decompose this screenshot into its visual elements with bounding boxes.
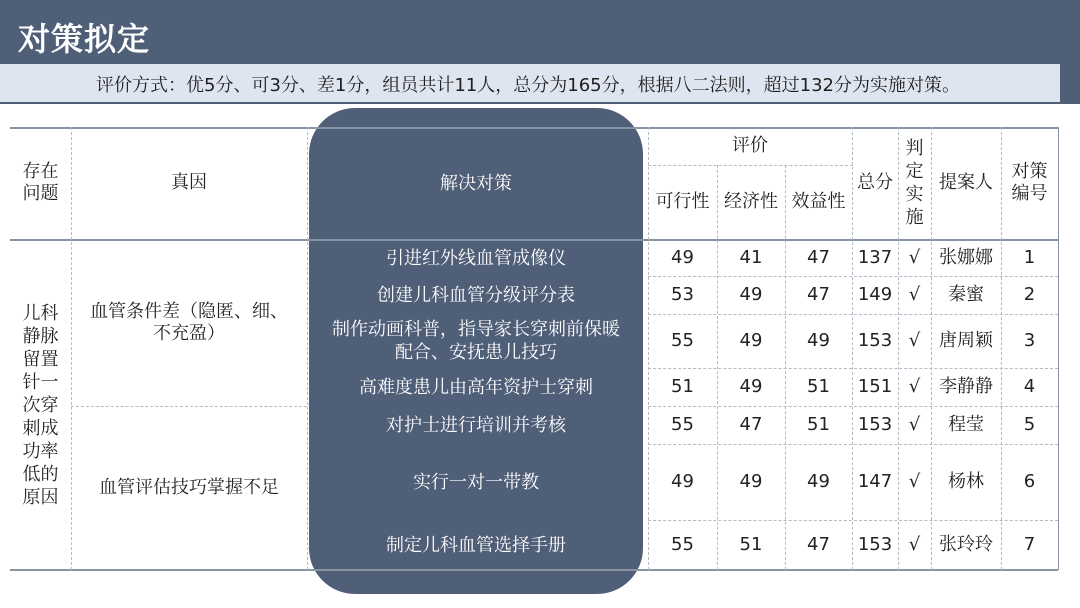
proposer-cell: 程莹 — [948, 414, 984, 435]
solution-line: 对护士进行培训并考核 — [386, 414, 566, 436]
benefit-cell: 49 — [807, 330, 830, 351]
header-benefit: 效益性 — [791, 191, 846, 212]
header-proposer: 提案人 — [939, 172, 993, 193]
feasibility-cell: 49 — [671, 471, 694, 492]
problem-line: 儿科 — [22, 302, 59, 324]
no-cell: 7 — [1023, 534, 1036, 555]
feasibility-cell: 49 — [671, 247, 694, 268]
total-cell: 137 — [857, 247, 893, 268]
cause-line: 不充盈） — [153, 323, 225, 344]
header-evaluation: 评价 — [732, 135, 768, 156]
benefit-cell: 51 — [807, 414, 830, 435]
header-total: 总分 — [857, 172, 893, 193]
header-line: 编号 — [1011, 183, 1048, 204]
header-decision — [898, 127, 931, 239]
decision-cell: √ — [908, 471, 921, 492]
decision-cell: √ — [908, 284, 921, 305]
proposer-cell: 秦蜜 — [948, 284, 984, 305]
economy-cell: 51 — [739, 534, 763, 555]
header-feasibility: 可行性 — [655, 191, 710, 212]
cause-line: 血管评估技巧掌握不足 — [99, 477, 279, 498]
no-cell: 4 — [1023, 376, 1036, 397]
solution-cell — [309, 314, 643, 368]
solution-cell — [309, 444, 643, 520]
decision-cell: √ — [908, 376, 921, 397]
benefit-cell: 47 — [807, 534, 830, 555]
solution-line: 创建儿科血管分级评分表 — [377, 284, 575, 306]
total-cell: 153 — [857, 414, 893, 435]
evaluation-note: 评价方式：优5分、可3分、差1分，组员共计11人，总分为165分，根据八二法则，超过132分为实施对策。 — [96, 75, 960, 96]
header-line: 存在 — [22, 161, 59, 182]
solution-cell — [309, 406, 643, 444]
benefit-cell: 47 — [807, 247, 830, 268]
feasibility-cell: 55 — [671, 330, 694, 351]
solution-line: 引进红外线血管成像仪 — [386, 247, 566, 269]
feasibility-cell: 53 — [671, 284, 694, 305]
no-cell: 2 — [1023, 284, 1036, 305]
proposer-cell: 张玲玲 — [939, 534, 993, 555]
proposer-cell: 李静静 — [939, 376, 993, 397]
problem-line: 原因 — [22, 486, 59, 508]
benefit-cell: 49 — [807, 471, 830, 492]
problem-line: 留置 — [22, 348, 59, 370]
solution-line: 制作动画科普，指导家长穿刺前保暖 — [332, 319, 620, 340]
feasibility-cell: 55 — [671, 534, 694, 555]
economy-cell: 47 — [739, 414, 763, 435]
problem-line: 次穿 — [22, 394, 59, 416]
solution-cell — [309, 520, 643, 570]
header-economy: 经济性 — [724, 191, 778, 212]
economy-cell: 49 — [739, 330, 763, 351]
proposer-cell: 杨林 — [948, 471, 984, 492]
decision-cell: √ — [908, 414, 921, 435]
no-cell: 3 — [1023, 330, 1036, 351]
decision-cell: √ — [908, 534, 921, 555]
no-cell: 6 — [1023, 471, 1036, 492]
feasibility-cell: 51 — [671, 376, 694, 397]
total-cell: 153 — [857, 330, 893, 351]
proposer-cell: 张娜娜 — [939, 247, 993, 268]
proposer-cell: 唐周颖 — [939, 330, 993, 351]
cause-cell — [71, 406, 307, 570]
problem-line: 静脉 — [22, 325, 59, 347]
problem-line: 针一 — [22, 371, 59, 393]
solution-line: 高难度患儿由高年资护士穿刺 — [359, 376, 593, 398]
table-right-edge — [1058, 127, 1059, 570]
header-line: 施 — [905, 207, 924, 228]
no-cell: 5 — [1023, 414, 1036, 435]
total-cell: 149 — [857, 284, 893, 305]
header-measure-no — [1001, 127, 1058, 239]
solution-line: 配合、安抚患儿技巧 — [395, 342, 557, 363]
solution-line: 制定儿科血管选择手册 — [386, 534, 566, 556]
header-problem — [10, 127, 71, 239]
header-cause: 真因 — [171, 172, 207, 193]
economy-cell: 49 — [739, 284, 763, 305]
cause-cell — [71, 240, 307, 406]
benefit-cell: 47 — [807, 284, 830, 305]
no-cell: 1 — [1023, 247, 1036, 268]
economy-cell: 49 — [739, 376, 763, 397]
problem-cell — [10, 240, 71, 570]
header-line: 判 — [905, 138, 924, 159]
header-solution: 解决对策 — [440, 172, 512, 194]
solution-line: 实行一对一带教 — [413, 471, 539, 493]
page-title: 对策拟定 — [18, 20, 151, 58]
decision-cell: √ — [908, 330, 921, 351]
header-line: 对策 — [1011, 161, 1048, 182]
header-line: 实 — [905, 184, 924, 205]
economy-cell: 49 — [739, 471, 763, 492]
benefit-cell: 51 — [807, 376, 830, 397]
problem-line: 低的 — [22, 463, 59, 485]
header-line: 问题 — [22, 183, 59, 204]
solution-cell — [309, 240, 643, 276]
feasibility-cell: 55 — [671, 414, 694, 435]
total-cell: 153 — [857, 534, 893, 555]
header-line: 定 — [905, 161, 924, 182]
total-cell: 151 — [857, 376, 893, 397]
solution-cell — [309, 276, 643, 314]
column-divider — [307, 127, 308, 570]
decision-cell: √ — [908, 247, 921, 268]
economy-cell: 41 — [739, 247, 763, 268]
problem-line: 刺成 — [22, 417, 59, 439]
total-cell: 147 — [857, 471, 893, 492]
cause-line: 血管条件差（隐匿、细、 — [90, 301, 288, 322]
solution-cell — [309, 368, 643, 406]
problem-line: 功率 — [22, 440, 59, 462]
